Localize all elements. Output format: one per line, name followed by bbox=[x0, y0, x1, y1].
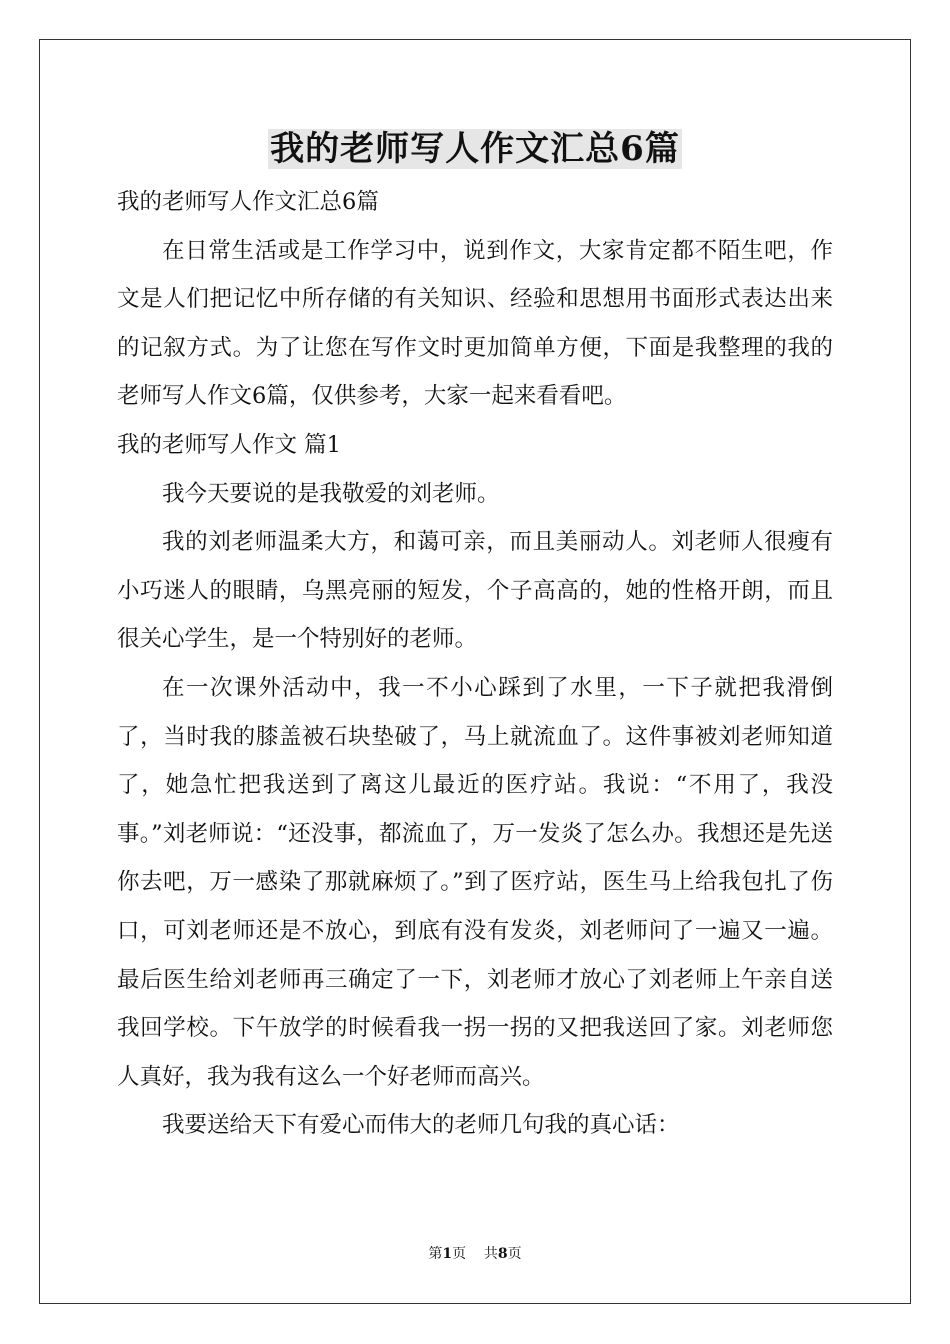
document-title-text: 我的老师写人作文汇总6篇 bbox=[270, 129, 680, 169]
total-prefix: 共 bbox=[483, 1246, 498, 1262]
body-paragraph: 我的刘老师温柔大方，和蔼可亲，而且美丽动人。刘老师人很瘦有小巧迷人的眼睛，乌黑亮丽的短发，个子高高的，她的性格开朗，而且很关心学生，是一个特别好的老师。 bbox=[117, 529, 833, 653]
section-heading: 我的老师写人作文 篇1 bbox=[117, 431, 341, 458]
page-suffix: 页 bbox=[452, 1246, 467, 1262]
total-suffix: 页 bbox=[507, 1246, 522, 1262]
body-paragraph: 我要送给天下有爱心而伟大的老师几句我的真心话： bbox=[162, 1112, 680, 1139]
page-footer bbox=[0, 1245, 950, 1263]
intro-paragraph: 在日常生活或是工作学习中，说到作文，大家肯定都不陌生吧，作文是人们把记忆中所存储的有关知识、经验和思想用书面形式表达出来的记叙方式。为了让您在写作文时更加简单方便，下面是我整理的我的老师写人作文6篇，仅供参考，大家一起来看看吧。 bbox=[117, 237, 833, 410]
body-paragraph: 我今天要说的是我敬爱的刘老师。 bbox=[162, 480, 500, 507]
body-paragraph: 在一次课外活动中，我一不小心踩到了水里，一下子就把我滑倒了，当时我的膝盖被石块垫破了，马上就流血了。这件事被刘老师知道了，她急忙把我送到了离这儿最近的医疗站。我说：“不用了，我没事。”刘老师说：“还没事，都流血了，万一发炎了怎么办。我想还是先送你去吧，万一感染了那就麻烦了。”到了医疗站，医生马上给我包扎了伤口，可刘老师还是不放心，到底有没有发炎，刘老师问了一遍又一遍。最后医生给刘老师再三确定了一下，刘老师才放心了刘老师上午亲自送我回学校。下午放学的时候看我一拐一拐的又把我送回了家。刘老师您人真好，我为我有这么一个好老师而高兴。 bbox=[117, 674, 833, 1090]
document-title bbox=[0, 126, 950, 172]
page-current: 1 bbox=[442, 1246, 453, 1262]
document-body bbox=[117, 178, 833, 1150]
document-subtitle: 我的老师写人作文汇总6篇 bbox=[117, 189, 379, 215]
page-prefix: 第 bbox=[428, 1246, 443, 1262]
page-total: 8 bbox=[497, 1246, 508, 1262]
